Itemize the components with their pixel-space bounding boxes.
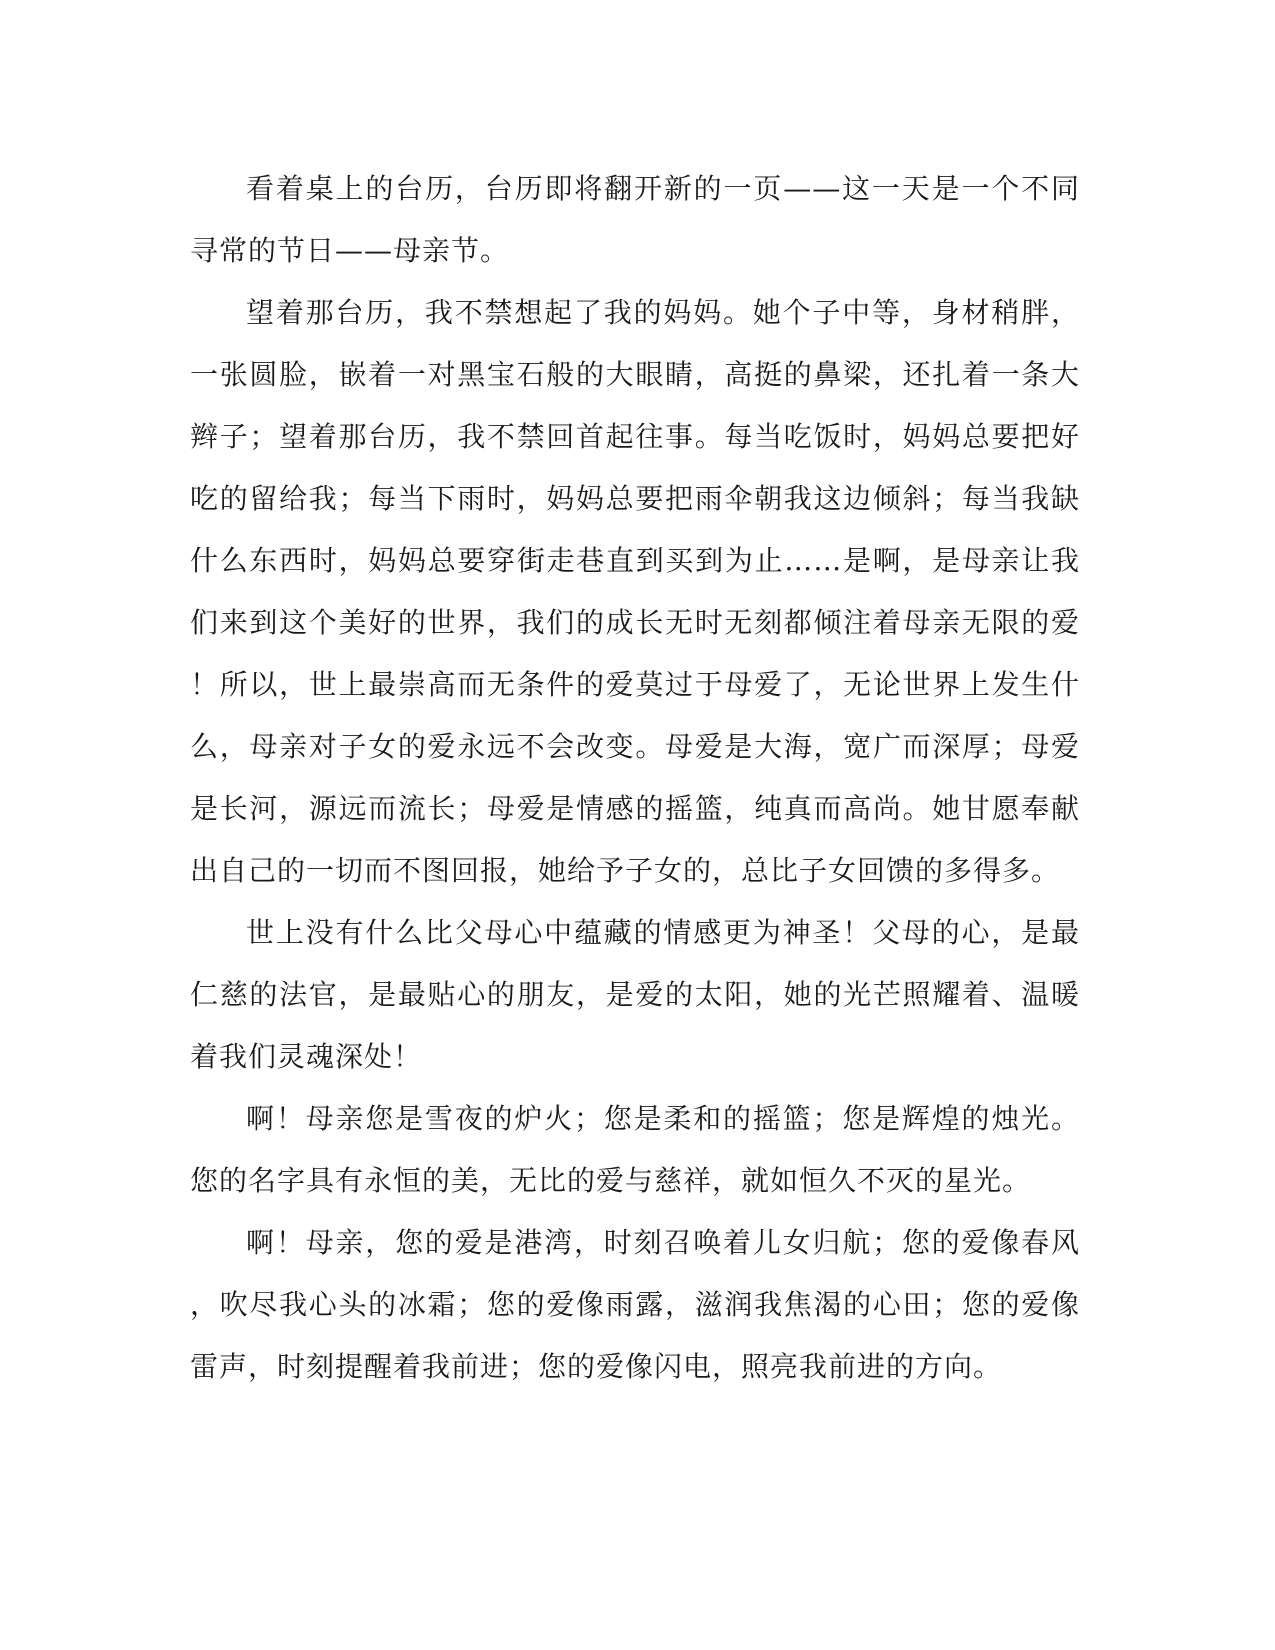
paragraph-mother-praise: 啊！母亲您是雪夜的炉火；您是柔和的摇篮；您是辉煌的烛光。您的名字具有永恒的美，无比的爱与慈祥，就如恒久不灭的星光。: [190, 1102, 1080, 1197]
paragraph-calendar: 看着桌上的台历，台历即将翻开新的一页——这一天是一个不同寻常的节日——母亲节。: [190, 172, 1080, 267]
paragraph-parents-heart: 世上没有什么比父母心中蕴藏的情感更为神圣！父母的心，是最仁慈的法官，是最贴心的朋友，是爱的太阳，她的光芒照耀着、温暖着我们灵魂深处！: [190, 916, 1080, 1073]
paragraph-mother-memories: 望着那台历，我不禁想起了我的妈妈。她个子中等，身材稍胖，一张圆脸，嵌着一对黑宝石般的大眼睛，高挺的鼻梁，还扎着一条大辫子；望着那台历，我不禁回首起往事。每当吃饭时，妈妈总要把好吃的留给我；每当下雨时，妈妈总要把雨伞朝我这边倾斜；每当我缺什么东西时，妈妈总要穿街走巷直到买到为止……是啊，是母亲让我们来到这个美好的世界，我们的成长无时无刻都倾注着母亲无限的爱！所以，世上最崇高而无条件的爱莫过于母爱了，无论世界上发生什么，母亲对子女的爱永远不会改变。母爱是大海，宽广而深厚；母爱是长河，源远而流长；母爱是情感的摇篮，纯真而高尚。她甘愿奉献出自己的一切而不图回报，她给予子女的，总比子女回馈的多得多。: [190, 296, 1080, 887]
paragraph-mother-love: 啊！母亲，您的爱是港湾，时刻召唤着儿女归航；您的爱像春风，吹尽我心头的冰霜；您的爱像雨露，滋润我焦渴的心田；您的爱像雷声，时刻提醒着我前进；您的爱像闪电，照亮我前进的方向。: [190, 1226, 1080, 1383]
document-body: [190, 158, 1080, 1398]
